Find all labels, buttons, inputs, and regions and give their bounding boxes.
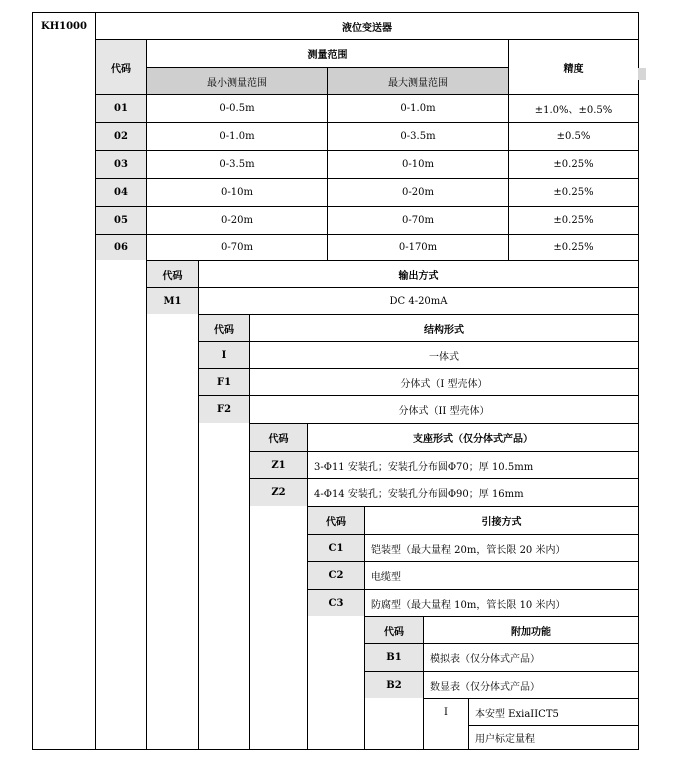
mount-row-code [249, 478, 308, 507]
range-row-min-text: 0-0.5m [219, 103, 255, 114]
range-row-code-text: 03 [114, 159, 128, 170]
mount-row-code-text: Z1 [271, 459, 286, 471]
structure-row-desc [249, 395, 639, 424]
range-row-code-text: 04 [114, 187, 128, 198]
range-row-min-text: 0-70m [221, 242, 253, 253]
structure-row-code-text: F2 [216, 404, 232, 415]
range-row-accuracy [508, 206, 639, 235]
range-row-min [146, 178, 328, 207]
range-row-accuracy-text: ±0.25% [553, 242, 594, 253]
sub-row-desc-text: 本安型 ExiaIICT5 [475, 708, 559, 720]
range-row-accuracy [508, 122, 639, 151]
structure-row-code [198, 368, 250, 396]
output-row-code [146, 287, 199, 315]
table-title-text: 液位变送器 [342, 22, 392, 34]
range-row-code [95, 178, 147, 207]
sub-row-desc [468, 698, 639, 726]
range-row-accuracy-text: ±0.25% [553, 187, 594, 198]
lead-row-code-text: C1 [328, 542, 344, 554]
max-range-header-text: 最大测量范围 [388, 77, 448, 89]
range-row-code-text: 05 [114, 215, 128, 226]
extra-row-code-text: B1 [386, 652, 402, 663]
scroll-marker [638, 68, 646, 80]
mount-code-header [249, 423, 308, 452]
lead-code-column [307, 616, 365, 750]
range-row-code [95, 234, 147, 261]
range-row-accuracy-text: ±0.5% [556, 131, 591, 142]
lead-code-header-text: 代码 [326, 517, 346, 528]
structure-header-text: 结构形式 [424, 324, 464, 336]
range-row-max [327, 94, 509, 123]
range-row-min [146, 122, 328, 151]
extra-row-code [364, 671, 424, 699]
range-row-accuracy-text: ±0.25% [553, 159, 594, 170]
lead-row-code [307, 589, 365, 617]
output-header [198, 260, 639, 288]
lead-row-desc-text: 防腐型（最大量程 10m，管长限 10 米内） [371, 599, 566, 611]
min-range-header [146, 67, 328, 95]
range-row-min-text: 0-10m [221, 187, 253, 198]
sub-row-desc [468, 725, 639, 750]
mount-header [307, 423, 639, 452]
output-row-code-text: M1 [163, 295, 182, 307]
structure-row-desc [249, 341, 639, 369]
lead-row-desc [364, 561, 639, 590]
range-row-min-text: 0-3.5m [219, 159, 255, 170]
range-row-accuracy-text: ±0.25% [553, 215, 594, 226]
range-header-text: 测量范围 [307, 50, 348, 61]
output-row-desc-text: DC 4-20mA [389, 295, 448, 307]
structure-code-header-text: 代码 [214, 324, 234, 336]
lead-header-text: 引接方式 [481, 517, 522, 528]
structure-row-desc-text: 分体式（I 型壳体） [400, 378, 488, 390]
extra-code-header [364, 616, 424, 644]
range-row-code [95, 94, 147, 123]
model-cell [32, 12, 96, 40]
range-row-max [327, 150, 509, 179]
range-code-column [95, 260, 147, 750]
range-row-min [146, 234, 328, 261]
range-header [146, 39, 509, 68]
range-row-max [327, 122, 509, 151]
range-row-code [95, 122, 147, 151]
output-header-text: 输出方式 [398, 270, 439, 282]
range-row-accuracy-text: ±1.0%、±0.5% [534, 105, 613, 116]
structure-code-column [198, 423, 250, 750]
extra-row-desc-text: 数显表（仅分体式产品） [430, 681, 540, 693]
mount-row-desc-text: 4-Φ14 安装孔；安装孔分布圆Φ90；厚 16mm [314, 489, 524, 500]
extra-row-code-text: B2 [386, 679, 402, 691]
mount-row-code-text: Z2 [271, 487, 286, 498]
lead-row-code-text: C2 [328, 570, 344, 581]
structure-code-header [198, 314, 250, 342]
model-code: KH1000 [41, 20, 87, 32]
mount-row-code [249, 451, 308, 479]
output-code-header [146, 260, 199, 288]
model-column [32, 39, 96, 750]
extra-row-code [364, 643, 424, 672]
range-row-min [146, 94, 328, 123]
max-range-header [327, 67, 509, 95]
structure-row-code [198, 341, 250, 369]
structure-row-code-text: F1 [216, 376, 232, 388]
range-row-accuracy [508, 150, 639, 179]
structure-row-code [198, 395, 250, 424]
lead-row-desc [364, 589, 639, 617]
structure-row-code-text: I [221, 349, 227, 361]
structure-header [249, 314, 639, 342]
accuracy-header-text: 精度 [563, 63, 584, 75]
extra-header [423, 616, 639, 644]
mount-code-column [249, 506, 308, 750]
sub-row-code-empty [423, 725, 469, 750]
range-row-code-text: 02 [114, 131, 128, 142]
range-row-max-text: 0-20m [402, 187, 434, 198]
output-code-column [146, 314, 199, 750]
range-row-accuracy [508, 178, 639, 207]
extra-row-desc [423, 671, 639, 699]
range-row-max-text: 0-10m [402, 159, 434, 170]
range-row-min [146, 150, 328, 179]
lead-header [364, 506, 639, 535]
range-row-max-text: 0-70m [402, 215, 434, 226]
range-code-header [95, 39, 147, 95]
lead-row-code [307, 561, 365, 590]
lead-row-code-text: C3 [328, 597, 344, 609]
range-code-header-text: 代码 [111, 63, 131, 75]
structure-row-desc-text: 分体式（II 型壳体） [398, 406, 490, 417]
range-row-max-text: 0-170m [398, 242, 438, 253]
accuracy-header [508, 39, 639, 95]
extra-code-header-text: 代码 [384, 626, 404, 638]
extra-code-column [364, 698, 424, 750]
lead-code-header [307, 506, 365, 535]
lead-row-desc-text: 铠装型（最大量程 20m，管长限 20 米内） [371, 544, 566, 556]
mount-row-desc [307, 478, 639, 507]
structure-row-desc [249, 368, 639, 396]
range-row-code [95, 206, 147, 235]
range-row-max [327, 178, 509, 207]
extra-row-desc [423, 643, 639, 672]
mount-code-header-text: 代码 [268, 434, 289, 445]
range-row-min-text: 0-1.0m [219, 131, 255, 142]
lead-row-desc [364, 534, 639, 562]
extra-row-desc-text: 模拟表（仅分体式产品） [430, 654, 540, 665]
range-row-accuracy [508, 234, 639, 261]
lead-row-code [307, 534, 365, 562]
range-row-max-text: 0-1.0m [400, 103, 436, 114]
range-row-min-text: 0-20m [221, 215, 253, 226]
range-row-code [95, 150, 147, 179]
sub-row-desc-text: 用户标定量程 [475, 734, 535, 745]
range-row-code-text: 06 [114, 242, 128, 253]
mount-row-desc-text: 3-Φ11 安装孔；安装孔分布圆Φ70；厚 10.5mm [314, 461, 534, 473]
range-row-max [327, 234, 509, 261]
structure-row-desc-text: 一体式 [429, 351, 459, 363]
table-title [95, 12, 639, 40]
output-code-header-text: 代码 [162, 270, 183, 282]
min-range-header-text: 最小测量范围 [207, 77, 267, 89]
sub-row-code [423, 698, 469, 726]
mount-row-desc [307, 451, 639, 479]
sub-row-code-text: I [444, 706, 448, 718]
range-row-min [146, 206, 328, 235]
range-row-max-text: 0-3.5m [400, 131, 436, 142]
mount-header-text: 支座形式（仅分体式产品） [413, 434, 533, 445]
range-row-code-text: 01 [114, 103, 128, 114]
output-row-desc [198, 287, 639, 315]
extra-header-text: 附加功能 [511, 626, 551, 638]
range-row-accuracy [508, 94, 639, 123]
lead-row-desc-text: 电缆型 [371, 572, 401, 583]
range-row-max [327, 206, 509, 235]
